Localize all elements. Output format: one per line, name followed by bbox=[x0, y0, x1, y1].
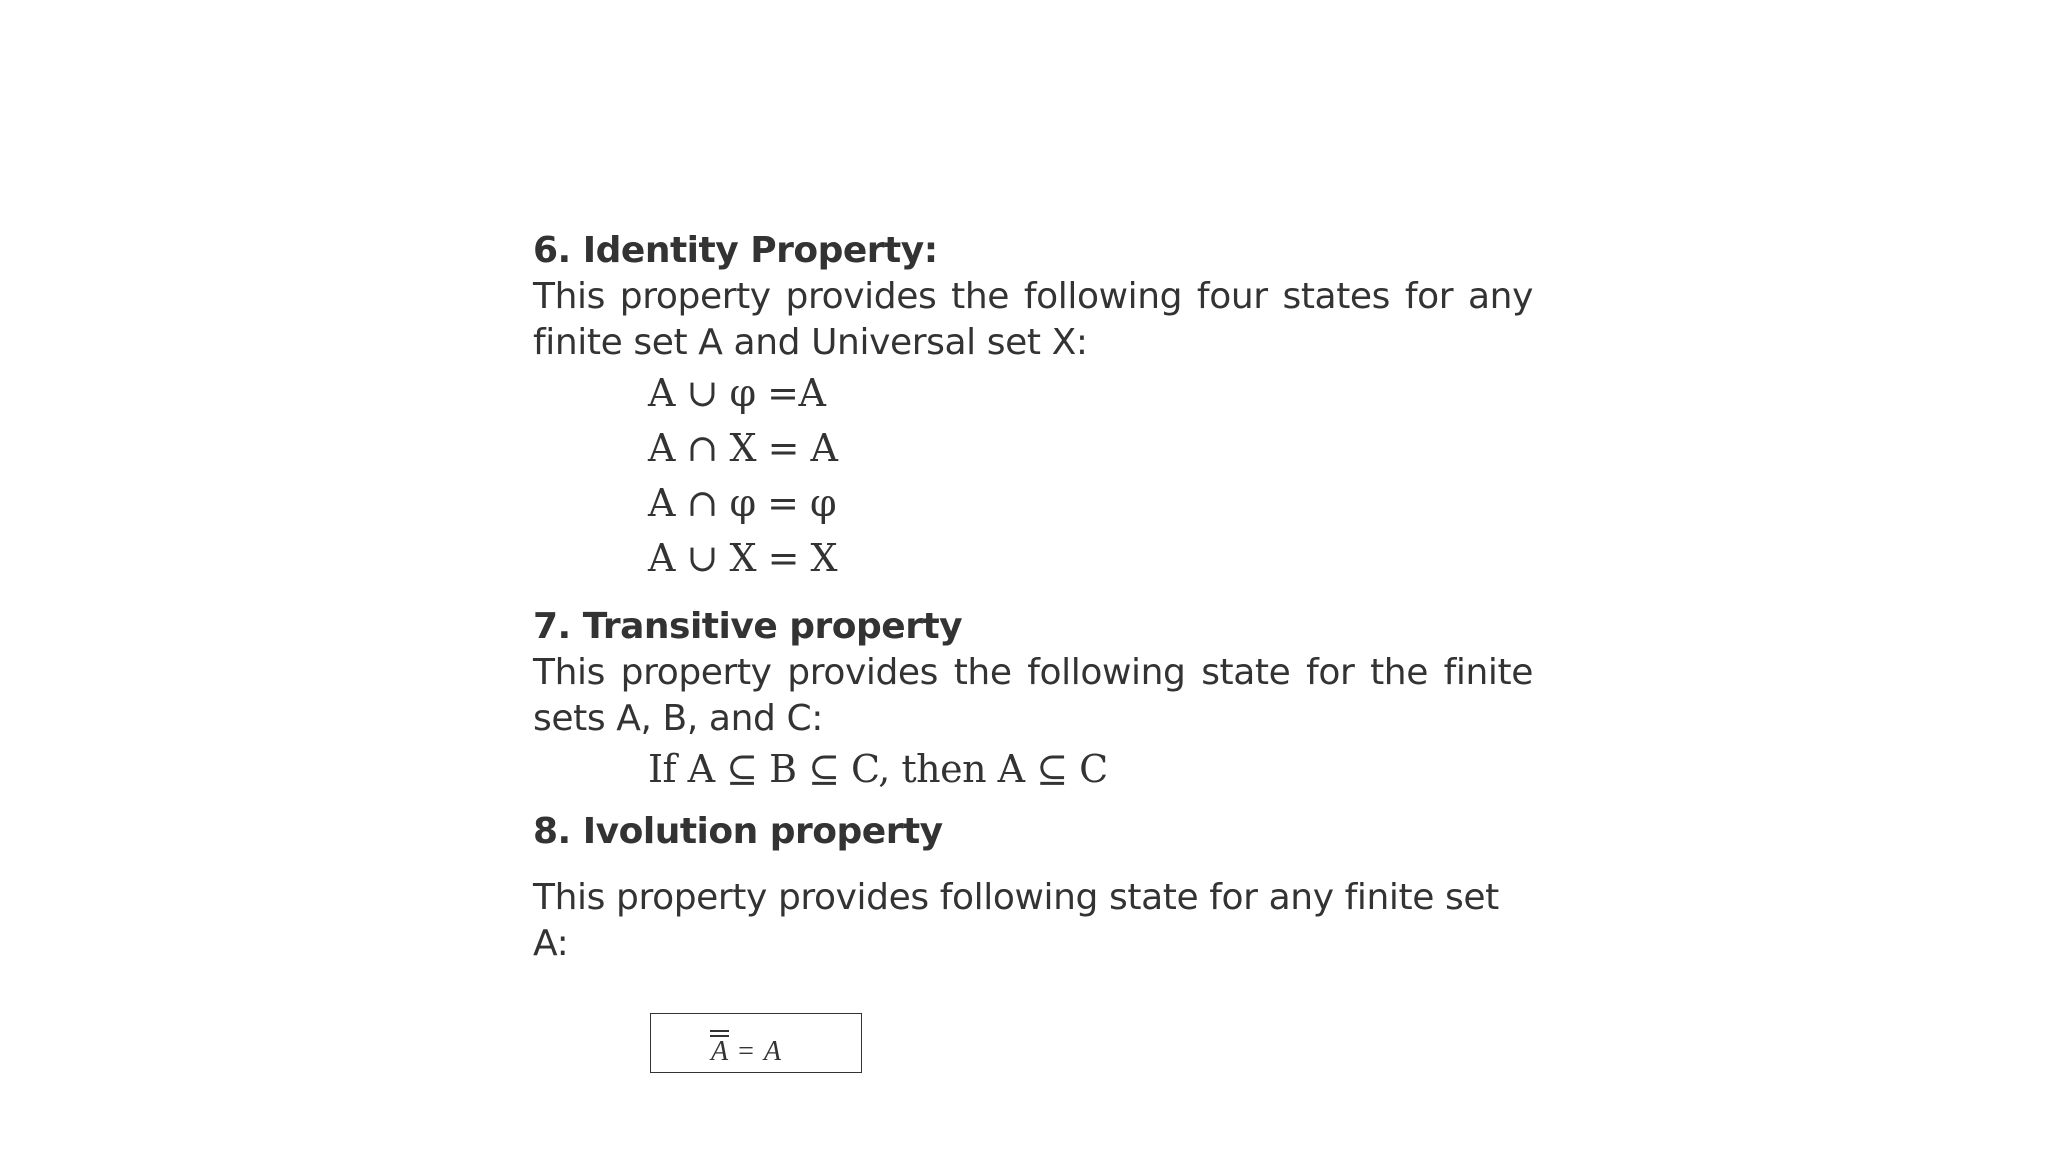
formula: A ∩ φ = φ bbox=[648, 481, 837, 525]
formula-lhs: A bbox=[711, 1036, 729, 1067]
section-heading-transitive: 7. Transitive property bbox=[533, 606, 963, 647]
formula-equals: = bbox=[738, 1036, 754, 1067]
section-heading-identity: 6. Identity Property: bbox=[533, 230, 938, 271]
double-complement-symbol bbox=[711, 1036, 728, 1068]
slide-content bbox=[533, 228, 1533, 1073]
formula: A ∪ X = X bbox=[648, 536, 838, 580]
formula-list-transitive bbox=[648, 742, 1533, 797]
formula: If A ⊆ B ⊆ C, then A ⊆ C bbox=[648, 747, 1108, 791]
formula: A ∩ X = A bbox=[648, 426, 838, 470]
section-description-involution: This property provides following state for any finite set A: bbox=[533, 877, 1499, 964]
formula: A ∪ φ =A bbox=[648, 371, 826, 415]
boxed-formula-involution bbox=[650, 1013, 862, 1073]
section-description-identity: This property provides the following four states for any finite set A and Universal set X: bbox=[533, 276, 1533, 363]
section-heading-involution: 8. Ivolution property bbox=[533, 811, 943, 852]
formula-list-identity bbox=[648, 366, 1533, 586]
section-description-transitive: This property provides the following state for the finite sets A, B, and C: bbox=[533, 652, 1533, 739]
formula-rhs: A bbox=[763, 1036, 782, 1067]
